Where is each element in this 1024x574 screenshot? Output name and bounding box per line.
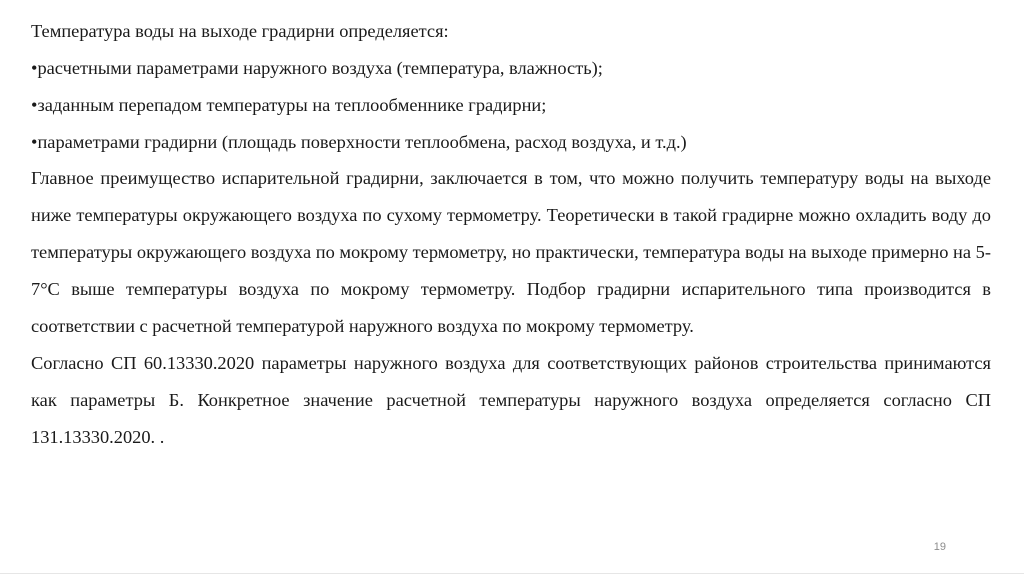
bullet-item: •параметрами градирни (площадь поверхности теплообмена, расход воздуха, и т.д.) <box>31 132 687 152</box>
heading-line: Температура воды на выходе градирни определяется: <box>31 21 449 41</box>
bullet-item: •заданным перепадом температуры на теплообменнике градирни; <box>31 95 547 115</box>
body-paragraph: Главное преимущество испарительной градирни, заключается в том, что можно получить температуру воды на выходе ниже температуры окружающего воздуха по сухому термометру. Теоретически в такой градирне можно охладить воду до температуры окружающего воздуха по мокрому термометру, но практически, температура воды на выходе примерно на 5-7°C выше температуры воздуха по мокрому термометру. Подбор градирни испарительного типа производится в соответствии с расчетной температурой наружного воздуха по мокрому термометру. <box>31 168 991 336</box>
slide-content <box>31 17 991 456</box>
bullet-item: •расчетными параметрами наружного воздуха (температура, влажность); <box>31 58 603 78</box>
page-number: 19 <box>933 541 946 553</box>
body-paragraph: Согласно СП 60.13330.2020 параметры наружного воздуха для соответствующих районов строительства принимаются как параметры Б. Конкретное значение расчетной температуры наружного воздуха определяется согласно СП 131.13330.2020. . <box>31 353 991 447</box>
